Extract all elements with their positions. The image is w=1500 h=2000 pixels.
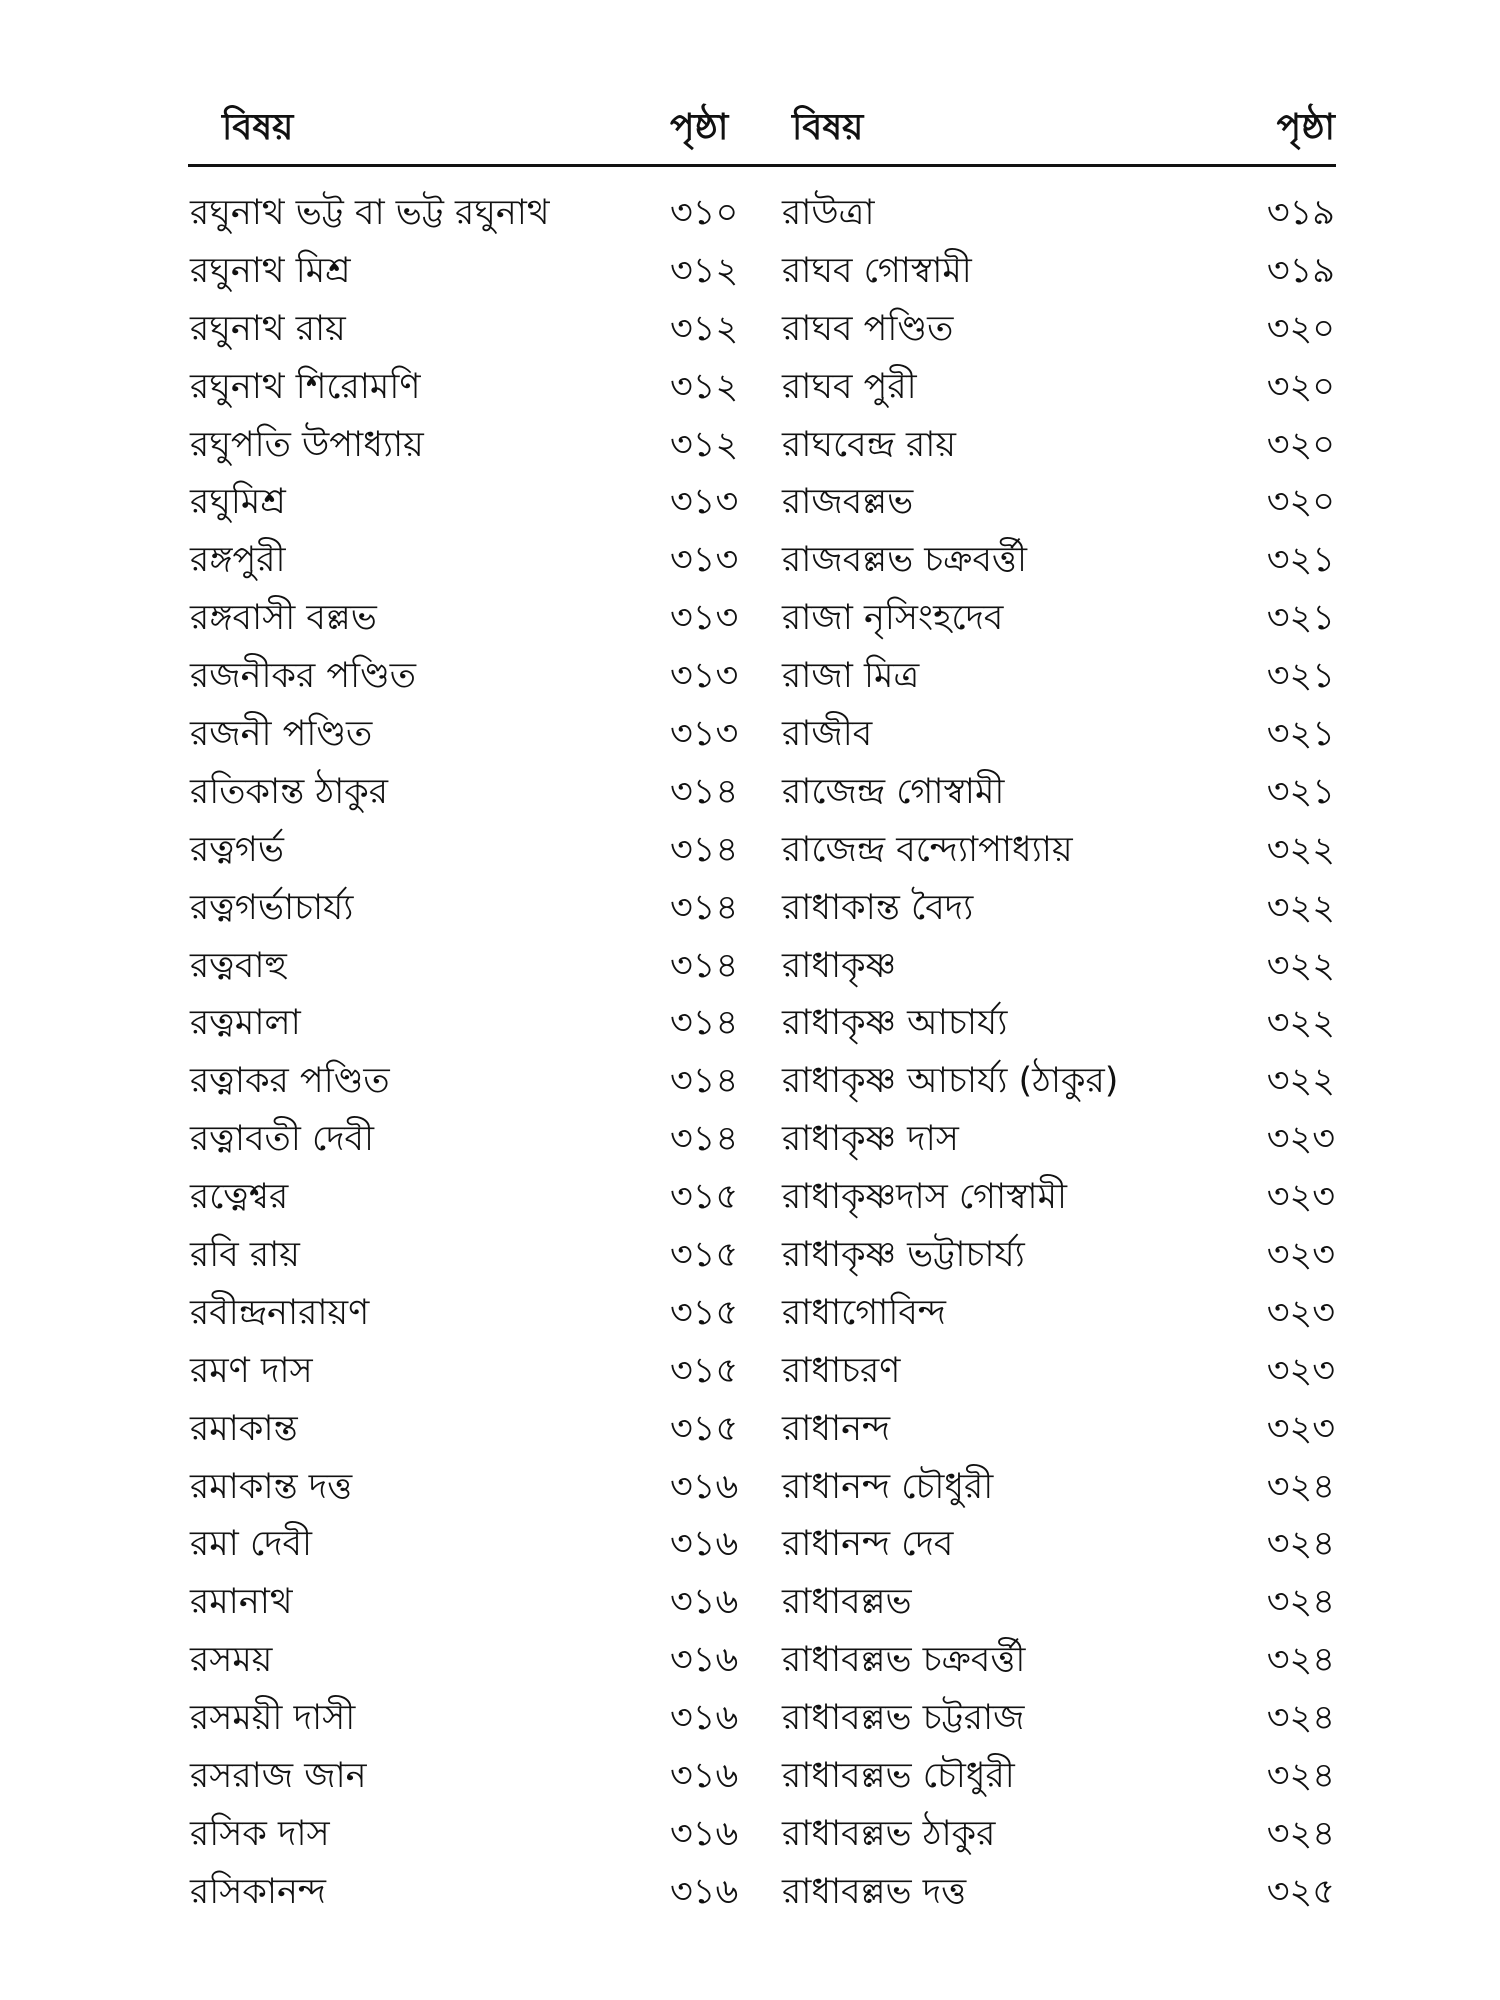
right-entry-page: ৩২৩ (1266, 1119, 1335, 1160)
left-entry-name: রজনী পণ্ডিত (190, 714, 373, 755)
left-entry-name: রসিকানন্দ (190, 1871, 326, 1912)
index-rows (0, 185, 1500, 1922)
index-row (0, 1690, 1500, 1748)
right-entry-name: রাধাগোবিন্দ (782, 1292, 946, 1333)
index-row (0, 938, 1500, 996)
right-entry-name: রাঘব পুরী (782, 366, 917, 407)
right-entry-page: ৩২৪ (1266, 1524, 1335, 1565)
right-entry-page: ৩২৪ (1266, 1813, 1335, 1854)
left-entry-name: রত্নগর্ভ (190, 829, 284, 870)
right-entry-page: ৩২১ (1266, 656, 1335, 697)
left-entry-page: ৩১৩ (670, 482, 739, 523)
left-entry-name: রমাকান্ত দত্ত (190, 1466, 353, 1507)
table-header (0, 98, 1500, 158)
right-entry-name: রাজবল্লভ চক্রবর্ত্তী (782, 540, 1027, 581)
index-row (0, 1227, 1500, 1285)
right-entry-page: ৩১৯ (1266, 250, 1335, 291)
right-entry-name: রাজেন্দ্র বন্দ্যোপাধ্যায় (782, 829, 1073, 870)
left-entry-page: ৩১৪ (670, 1119, 739, 1160)
index-row (0, 880, 1500, 938)
right-entry-page: ৩২৪ (1266, 1698, 1335, 1739)
right-entry-name: রাজীব (782, 714, 873, 755)
left-entry-page: ৩১৪ (670, 771, 739, 812)
right-entry-name: রাজেন্দ্র গোস্বামী (782, 771, 1005, 812)
index-row (0, 532, 1500, 590)
left-entry-name: রত্নগর্ভাচার্য্য (190, 887, 354, 928)
index-row (0, 359, 1500, 417)
right-entry-page: ৩২২ (1266, 829, 1335, 870)
right-entry-page: ৩২০ (1266, 308, 1335, 349)
right-entry-name: রাধাকৃষ্ণ দাস (782, 1119, 959, 1160)
left-entry-page: ৩১৬ (670, 1756, 739, 1797)
right-entry-name: রাধাকৃষ্ণ ভট্টাচার্য্য (782, 1235, 1025, 1276)
index-row (0, 185, 1500, 243)
left-entry-name: রঘুনাথ মিশ্র (190, 250, 351, 291)
left-entry-page: ৩১৬ (670, 1871, 739, 1912)
left-entry-page: ৩১৪ (670, 945, 739, 986)
left-entry-page: ৩১৬ (670, 1640, 739, 1681)
index-row (0, 301, 1500, 359)
right-entry-page: ৩২৩ (1266, 1177, 1335, 1218)
header-page-right: পৃষ্ঠা (1276, 107, 1335, 148)
left-entry-name: রঘুনাথ শিরোমণি (190, 366, 421, 407)
left-entry-name: রমা দেবী (190, 1524, 313, 1565)
right-entry-page: ৩২২ (1266, 887, 1335, 928)
index-row (0, 243, 1500, 301)
right-entry-name: রাধাবল্লভ চট্টরাজ (782, 1698, 1025, 1739)
index-row (0, 706, 1500, 764)
left-entry-name: রঘুপতি উপাধ্যায় (190, 424, 424, 465)
left-entry-page: ৩১২ (670, 250, 739, 291)
right-entry-name: রাধাকান্ত বৈদ্য (782, 887, 974, 928)
right-entry-name: রাঘব গোস্বামী (782, 250, 972, 291)
right-entry-name: রাজা নৃসিংহদেব (782, 598, 1004, 639)
right-entry-name: রাজা মিত্র (782, 656, 920, 697)
left-entry-name: রজনীকর পণ্ডিত (190, 656, 417, 697)
right-entry-page: ৩২৩ (1266, 1292, 1335, 1333)
index-row (0, 1516, 1500, 1574)
right-entry-name: রাউত্রা (782, 193, 875, 233)
right-entry-page: ৩২০ (1266, 424, 1335, 465)
right-entry-page: ৩২৩ (1266, 1235, 1335, 1276)
right-entry-name: রাঘব পণ্ডিত (782, 308, 954, 349)
index-row (0, 1169, 1500, 1227)
index-row (0, 648, 1500, 706)
right-entry-name: রাধানন্দ চৌধুরী (782, 1466, 994, 1507)
left-entry-page: ৩১৬ (670, 1466, 739, 1507)
left-entry-name: রত্নবাহু (190, 945, 287, 986)
index-row (0, 1864, 1500, 1922)
index-row (0, 1459, 1500, 1517)
left-entry-name: রমানাথ (190, 1582, 293, 1623)
right-entry-page: ৩২১ (1266, 540, 1335, 581)
left-entry-name: রত্নাকর পণ্ডিত (190, 1061, 390, 1102)
index-row (0, 1053, 1500, 1111)
right-entry-page: ৩২৪ (1266, 1756, 1335, 1797)
left-entry-name: রসময়ী দাসী (190, 1698, 356, 1739)
right-entry-name: রাধাবল্লভ দত্ত (782, 1871, 967, 1912)
left-entry-page: ৩১৬ (670, 1813, 739, 1854)
left-entry-name: রঘুনাথ ভট্ট বা ভট্ট রঘুনাথ (190, 193, 550, 233)
left-entry-page: ৩১০ (670, 193, 739, 233)
left-entry-page: ৩১৪ (670, 887, 739, 928)
left-entry-name: রঘুনাথ রায় (190, 308, 346, 349)
index-row (0, 417, 1500, 475)
right-entry-page: ৩২২ (1266, 945, 1335, 986)
right-entry-page: ৩২০ (1266, 366, 1335, 407)
left-entry-name: রমণ দাস (190, 1350, 313, 1391)
right-entry-name: রাধাকৃষ্ণ আচার্য্য (ঠাকুর) (782, 1061, 1119, 1102)
index-row (0, 1401, 1500, 1459)
right-entry-page: ৩২১ (1266, 598, 1335, 639)
left-entry-page: ৩১৩ (670, 656, 739, 697)
left-entry-name: রঙ্গপুরী (190, 540, 286, 581)
right-entry-page: ৩২৪ (1266, 1582, 1335, 1623)
index-row (0, 1748, 1500, 1806)
left-entry-name: রবি রায় (190, 1235, 300, 1276)
right-entry-page: ৩২৩ (1266, 1350, 1335, 1391)
right-entry-name: রাধাচরণ (782, 1350, 901, 1391)
left-entry-page: ৩১৫ (670, 1292, 739, 1333)
right-entry-page: ৩২৫ (1266, 1871, 1335, 1912)
left-entry-name: রবীন্দ্রনারায়ণ (190, 1292, 370, 1333)
index-row (0, 995, 1500, 1053)
left-entry-page: ৩১৪ (670, 829, 739, 870)
right-entry-page: ৩২৪ (1266, 1640, 1335, 1681)
index-row (0, 1343, 1500, 1401)
index-row (0, 1285, 1500, 1343)
left-entry-page: ৩১২ (670, 424, 739, 465)
left-entry-name: রত্নাবতী দেবী (190, 1119, 375, 1160)
left-entry-name: রঙ্গবাসী বল্লভ (190, 598, 377, 639)
header-subject-right: বিষয় (792, 107, 864, 148)
left-entry-page: ৩১৩ (670, 714, 739, 755)
left-entry-name: রসময় (190, 1640, 273, 1681)
index-row (0, 764, 1500, 822)
index-row (0, 1574, 1500, 1632)
right-entry-name: রাধাকৃষ্ণদাস গোস্বামী (782, 1177, 1068, 1218)
left-entry-name: রঘুমিশ্র (190, 482, 286, 523)
right-entry-page: ৩১৯ (1266, 193, 1335, 233)
left-entry-name: রসিক দাস (190, 1813, 330, 1854)
right-entry-name: রাধাকৃষ্ণ (782, 945, 897, 986)
right-entry-name: রাধাবল্লভ ঠাকুর (782, 1813, 996, 1854)
index-row (0, 1632, 1500, 1690)
index-row (0, 474, 1500, 532)
index-row (0, 1806, 1500, 1864)
right-entry-page: ৩২১ (1266, 771, 1335, 812)
left-entry-page: ৩১৪ (670, 1003, 739, 1044)
left-entry-page: ৩১৫ (670, 1235, 739, 1276)
right-entry-name: রাজবল্লভ (782, 482, 914, 523)
right-entry-name: রাঘবেন্দ্র রায় (782, 424, 957, 465)
right-entry-page: ৩২১ (1266, 714, 1335, 755)
right-entry-page: ৩২৩ (1266, 1408, 1335, 1449)
left-entry-page: ৩১২ (670, 366, 739, 407)
left-entry-page: ৩১৫ (670, 1350, 739, 1391)
header-subject-left: বিষয় (222, 107, 294, 148)
index-row (0, 822, 1500, 880)
left-entry-name: রত্নেশ্বর (190, 1177, 289, 1218)
right-entry-page: ৩২২ (1266, 1003, 1335, 1044)
right-entry-page: ৩২২ (1266, 1061, 1335, 1102)
left-entry-page: ৩১৬ (670, 1582, 739, 1623)
right-entry-page: ৩২৪ (1266, 1466, 1335, 1507)
index-row (0, 590, 1500, 648)
left-entry-page: ৩১৫ (670, 1408, 739, 1449)
header-page-left: পৃষ্ঠা (670, 107, 729, 148)
right-entry-name: রাধানন্দ (782, 1408, 891, 1449)
right-entry-name: রাধানন্দ দেব (782, 1524, 954, 1565)
left-entry-page: ৩১৬ (670, 1698, 739, 1739)
header-divider (188, 164, 1336, 167)
right-entry-name: রাধাবল্লভ (782, 1582, 912, 1623)
right-entry-page: ৩২০ (1266, 482, 1335, 523)
index-row (0, 1111, 1500, 1169)
right-entry-name: রাধাবল্লভ চক্রবর্ত্তী (782, 1640, 1026, 1681)
left-entry-page: ৩১৬ (670, 1524, 739, 1565)
left-entry-name: রত্নমালা (190, 1003, 301, 1044)
left-entry-name: রতিকান্ত ঠাকুর (190, 771, 389, 812)
left-entry-page: ৩১৩ (670, 598, 739, 639)
left-entry-name: রমাকান্ত (190, 1408, 298, 1449)
left-entry-page: ৩১৫ (670, 1177, 739, 1218)
left-entry-page: ৩১৪ (670, 1061, 739, 1102)
right-entry-name: রাধাবল্লভ চৌধুরী (782, 1756, 1015, 1797)
left-entry-page: ৩১২ (670, 308, 739, 349)
right-entry-name: রাধাকৃষ্ণ আচার্য্য (782, 1003, 1008, 1044)
left-entry-page: ৩১৩ (670, 540, 739, 581)
left-entry-name: রসরাজ জান (190, 1756, 367, 1797)
